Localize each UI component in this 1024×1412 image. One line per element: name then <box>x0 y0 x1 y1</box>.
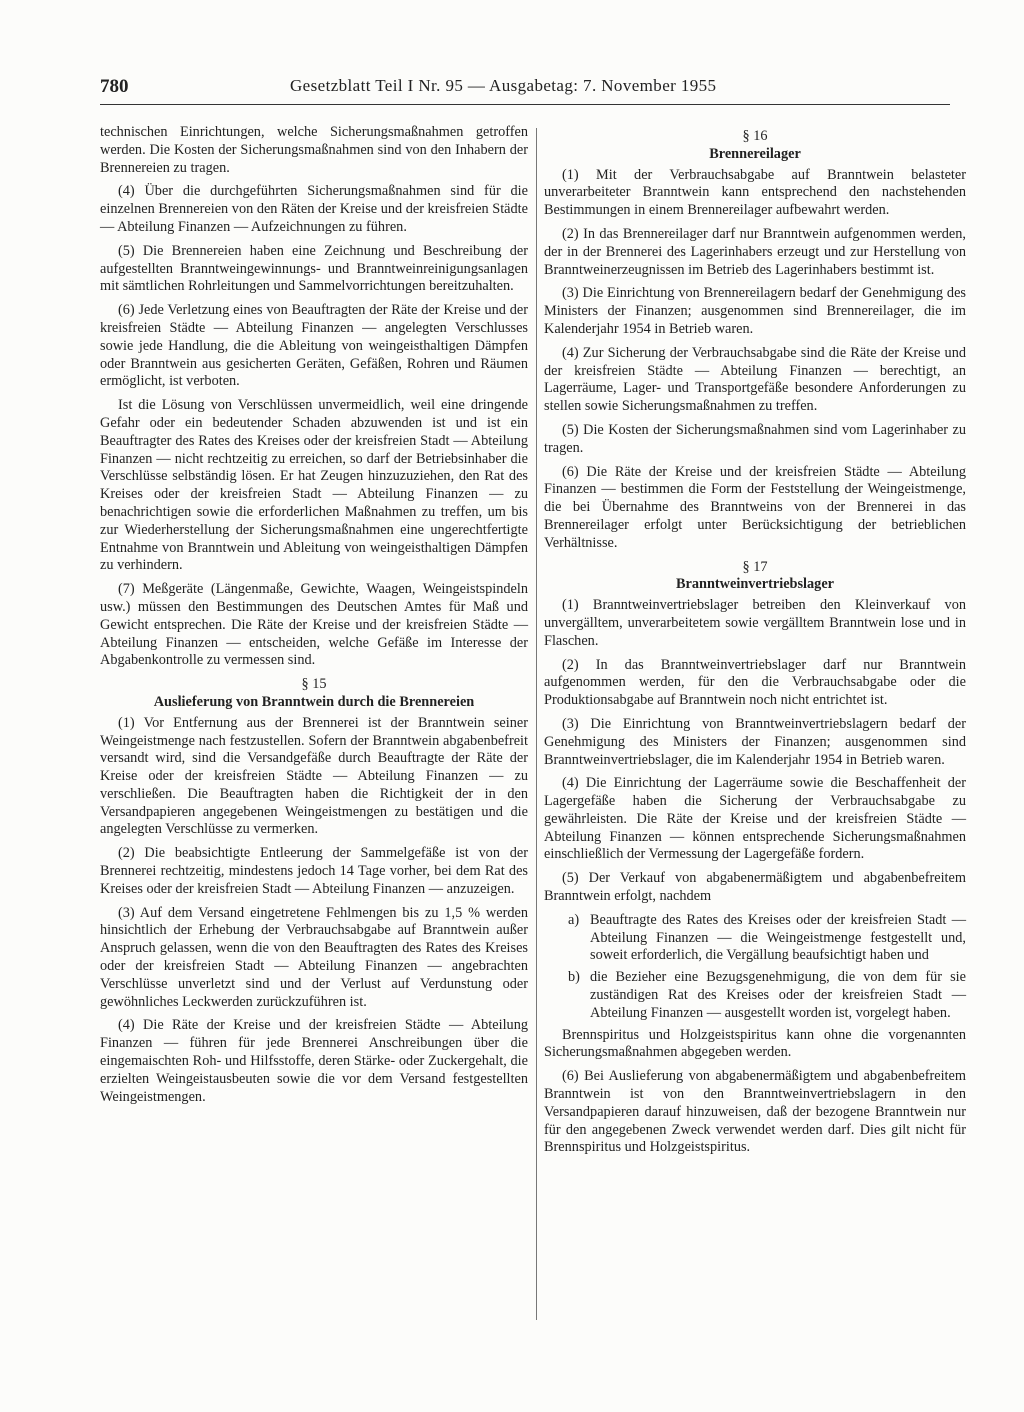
paragraph: (5) Der Verkauf von abgabenermäßigtem und abgabenbefreitem Branntwein erfolgt, nachdem <box>544 870 966 905</box>
paragraph: (4) Zur Sicherung der Verbrauchsabgabe sind die Räte der Kreise und der kreisfreien Städte — Abteilung Finanzen — berechtigt, an Lagerräume, Lager- und Transportgefäße besondere Anforderungen zu stellen sowie Sicherungsmaßnahmen zu treffen. <box>544 344 966 415</box>
paragraph: (1) Vor Entfernung aus der Brennerei ist der Branntwein seiner Weingeistmenge nach festzustellen. Sofern der Branntwein abgabenbefreit versandt wird, sind die Versandgefäße durch Beauftragte der Räte der Kreise oder der kreisfreien Städte — Abteilung Finanzen — zu verschließen. Die Beauftragten haben die Richtigkeit der in den Versandpapieren angegebenen Weingeistmengen zu bestätigen und die angelegten Verschlüsse zu vermerken. <box>100 714 528 838</box>
page-number: 780 <box>100 76 129 97</box>
section-number: § 17 <box>742 558 768 575</box>
section-number: § 16 <box>742 128 768 144</box>
paragraph: (5) Die Brennereien haben eine Zeichnung und Beschreibung der aufgestellten Branntweingewinnungs- und Branntweinreinigungsanlagen mit sämtlichen Rohrleitungen und Sammelvorrichtungen bereitzuhalten. <box>100 242 528 295</box>
paragraph: (6) Jede Verletzung eines von Beauftragten der Räte der Kreise und der kreisfreien Städte — Abteilung Finanzen — angelegten Verschlusses sowie jede Handlung, die die Ableitung von weingeisthaltigen Dämpfen oder Branntwein aus gesicherten Geräten, Gefäßen, Rohren und Räumen ermöglicht, ist verboten. <box>100 302 528 390</box>
paragraph: (7) Meßgeräte (Längenmaße, Gewichte, Waagen, Weingeistspindeln usw.) müssen den Bestimmungen des Deutschen Amtes für Maß und Gewicht entsprechen. Die Räte der Kreise und der kreisfreien Städte — Abteilung Finanzen — entscheiden, welche Gefäße im Interesse der Abgabenkontrolle zu vermessen sind. <box>100 581 528 669</box>
section-title: Branntweinvertriebslager <box>675 576 835 593</box>
list-item <box>544 969 966 1022</box>
column-divider <box>536 128 537 1320</box>
section-number: § 15 <box>301 676 327 693</box>
paragraph: (1) Mit der Verbrauchsabgabe auf Branntwein belasteter unverarbeiteter Branntwein kann entsprechend den nachstehenden Bestimmungen in einem Brennereilager aufbewahrt werden. <box>544 166 966 219</box>
section-title: Brennereilager <box>709 145 801 162</box>
left-column <box>100 124 528 1112</box>
section-title: Auslieferung von Branntwein durch die Brennereien <box>153 693 475 710</box>
list-item-label: a) <box>568 911 580 928</box>
paragraph: (2) In das Branntweinvertriebslager darf nur Branntwein aufgenommen werden, für den die Verbrauchsabgabe oder die Produktionsabgabe auf Branntwein noch nicht entrichtet ist. <box>544 656 966 709</box>
page-header <box>100 72 950 105</box>
list-item-label: b) <box>568 969 580 986</box>
list-item <box>544 912 966 965</box>
paragraph: (5) Die Kosten der Sicherungsmaßnahmen sind vom Lagerinhaber zu tragen. <box>544 421 966 456</box>
paragraph: (4) Die Räte der Kreise und der kreisfreien Städte — Abteilung Finanzen — führen für jede Brennerei Anschreibungen über die eingemaischten Roh- und Hilfsstoffe, deren Stärke- oder Zuckergehalt, die erzielten Weingeistausbeuten sowie die vor dem Versand festgestellten Weingeistmengen. <box>100 1017 528 1105</box>
paragraph: (6) Die Räte der Kreise und der kreisfreien Städte — Abteilung Finanzen — bestimmen die Form der Feststellung der Weingeistmenge, die bei Übernahme des Branntweins von der Brennerei in das Brennereilager erfolgt unter Berücksichtigung der betrieblichen Verhältnisse. <box>544 463 966 551</box>
paragraph: (2) Die beabsichtigte Entleerung der Sammelgefäße ist von der Brennerei rechtzeitig, mindestens jedoch 14 Tage vorher, bei dem Rat des Kreises oder der kreisfreien Stadt — Abteilung Finanzen — anzuzeigen. <box>100 845 528 897</box>
paragraph: (6) Bei Auslieferung von abgabenermäßigtem und abgabenbefreitem Branntwein ist von den Branntweinvertriebslagern in den Versandpapieren darauf hinzuweisen, daß der bezogene Branntwein nur für den angegebenen Zweck verwendet werden darf. Dies gilt nicht für Brennspiritus und Holzgeistspiritus. <box>544 1068 966 1156</box>
paragraph: (3) Auf dem Versand eingetretene Fehlmengen bis zu 1,5 % werden hinsichtlich der Erhebung der Verbrauchsabgabe auf Branntwein außer Anspruch gelassen, wenn die von den Beauftragten des Rates des Kreises oder der kreisfreien Stadt — Abteilung Finanzen — angebrachten Verschlüsse unverletzt sind und der Verlust auf Verdunstung oder gewöhnliches Leckwerden zurückzuführen ist. <box>100 904 528 1010</box>
paragraph: (2) In das Brennereilager darf nur Branntwein aufgenommen werden, der in der Brennerei des Lagerinhabers erzeugt und zur Herstellung von Branntweinerzeugnissen im Betrieb des Lagerinhabers bestimmt ist. <box>544 225 966 278</box>
list-item-text: die Bezieher eine Bezugsgenehmigung, die von dem für sie zuständigen Rat des Kreises oder der kreisfreien Stadt — Abteilung Finanzen — ausgestellt worden ist, vorgelegt haben. <box>590 969 966 1021</box>
list-item-text: Beauftragte des Rates des Kreises oder der kreisfreien Stadt — Abteilung Finanzen — die Weingeistmenge festgestellt und, soweit erforderlich, die Vergällung beaufsichtigt haben und <box>590 911 966 964</box>
paragraph: (3) Die Einrichtung von Branntweinvertriebslagern bedarf der Genehmigung des Ministers der Finanzen; ausgenommen sind Branntweinvertriebslager, die im Kalenderjahr 1954 in Betrieb waren. <box>544 715 966 768</box>
paragraph: Brennspiritus und Holzgeistspiritus kann ohne die vorgenannten Sicherungsmaßnahmen abgegeben werden. <box>544 1026 966 1061</box>
right-column <box>544 124 966 1163</box>
paragraph: (1) Branntweinvertriebslager betreiben den Kleinverkauf von unvergälltem, unverarbeitetem sowie vergälltem Branntwein lose und in Flaschen. <box>544 597 966 649</box>
paragraph: (4) Über die durchgeführten Sicherungsmaßnahmen sind für die einzelnen Brennereien von den Räten der Kreise und der kreisfreien Städte — Abteilung Finanzen — Aufzeichnungen zu führen. <box>100 183 528 235</box>
paragraph: (4) Die Einrichtung der Lagerräume sowie die Beschaffenheit der Lagergefäße haben die Sicherung der Verbrauchsabgabe zu gewährleisten. Die Räte der Kreise und der kreisfreien Städte — Abteilung Finanzen — können entsprechende Sicherungsmaßnahmen einschließlich der Vermessung der Lagergefäße fordern. <box>544 775 966 863</box>
paragraph: (3) Die Einrichtung von Brennereilagern bedarf der Genehmigung des Ministers der Finanzen; ausgenommen sind Brennereilager, die im Kalenderjahr 1954 in Betrieb waren. <box>544 285 966 337</box>
paragraph: Ist die Lösung von Verschlüssen unvermeidlich, weil eine dringende Gefahr oder ein bedeutender Schaden abzuwenden ist und ist ein Beauftragter des Rates des Kreises oder der kreisfreien Stadt — Abteilung Finanzen — nicht rechtzeitig zu erreichen, so darf der Betriebsinhaber die Verschlüsse selbständig lösen. Er hat Zeugen hinzuzuziehen, den Rat des Kreises oder der kreisfreien Stadt — Abteilung Finanzen — zu benachrichtigen sowie die erforderlichen Maßnahmen zu treffen, um bis zur Wiederherstellung der Sicherungsmaßnahmen eine ungerechtfertigte Entnahme von Branntwein und Ableitung von weingeisthaltigen Dämpfen zu verhindern. <box>100 397 528 574</box>
publication-title: Gesetzblatt Teil I Nr. 95 — Ausgabetag: 7. November 1955 <box>290 76 717 95</box>
paragraph: technischen Einrichtungen, welche Sicherungsmaßnahmen getroffen werden. Die Kosten der Sicherungsmaßnahmen sind von den Inhabern der Brennereien zu tragen. <box>100 124 528 176</box>
